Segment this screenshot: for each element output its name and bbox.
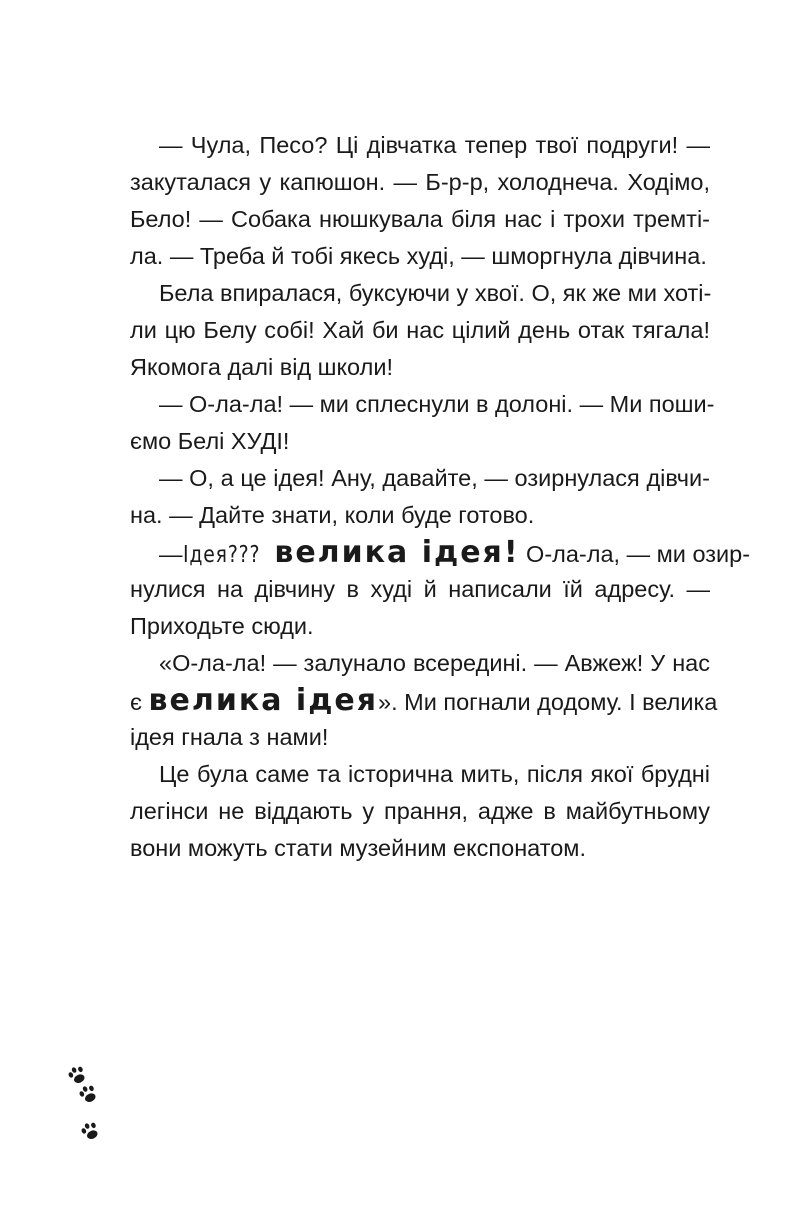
text-line: вони можуть стати музейним експонатом. <box>130 835 586 861</box>
paw-print-icon <box>79 1120 100 1142</box>
text-line: Бело! — Собака нюшкувала біля нас і трохи тремті- <box>130 206 710 232</box>
display-text-idea-question: Ідея??? <box>182 542 260 568</box>
text-line: — О-ла-ла! — ми сплеснули в долоні. — Ми поши- <box>159 391 715 417</box>
display-text-big-idea: велика ідея <box>148 683 379 718</box>
text-line: ли цю Белу собі! Хай би нас цілий день отак тягала! <box>130 317 710 343</box>
text-fragment: є <box>130 689 142 715</box>
text-line: — Чула, Песо? Ці дівчатка тепер твої подруги! — <box>159 132 710 158</box>
text-line-with-display <box>130 682 718 719</box>
text-line: легінси не віддають у прання, адже в майбутньому <box>130 798 710 824</box>
text-line: ла. — Треба й тобі якесь худі, — шморгнула дівчина. <box>130 243 707 269</box>
text-line: ідея гнала з нами! <box>130 724 329 750</box>
display-text-big-idea: велика ідея! <box>274 535 520 570</box>
text-fragment: О-ла-ла, — ми озир- <box>526 541 751 567</box>
text-line: Якомога далі від школи! <box>130 354 393 380</box>
paw-print-icon <box>77 1083 98 1105</box>
text-line: — О, а це ідея! Ану, давайте, — озирнулася дівчи- <box>159 465 710 491</box>
paw-print-icon <box>66 1064 87 1086</box>
text-line: Приходьте сюди. <box>130 613 314 639</box>
text-line: закуталася у капюшон. — Б-р-р, холоднеча. Ходімо, <box>130 169 710 195</box>
text-line-with-display <box>130 534 751 571</box>
text-line: на. — Дайте знати, коли буде готово. <box>130 502 535 528</box>
text-fragment: ». Ми погнали додому. І велика <box>378 689 718 715</box>
text-line: Бела впиралася, буксуючи у хвої. О, як же ми хоті- <box>159 280 712 306</box>
paw-prints-decoration <box>64 1062 108 1146</box>
text-line: ємо Белі ХУДІ! <box>130 428 290 454</box>
dash: — <box>159 541 183 567</box>
text-line: «О-ла-ла! — залунало всередині. — Авжеж! У нас <box>159 650 710 676</box>
text-line: нулися на дівчину в худі й написали їй адресу. — <box>130 576 710 602</box>
text-line: Це була саме та історична мить, після якої брудні <box>159 761 710 787</box>
page-text <box>130 127 751 867</box>
